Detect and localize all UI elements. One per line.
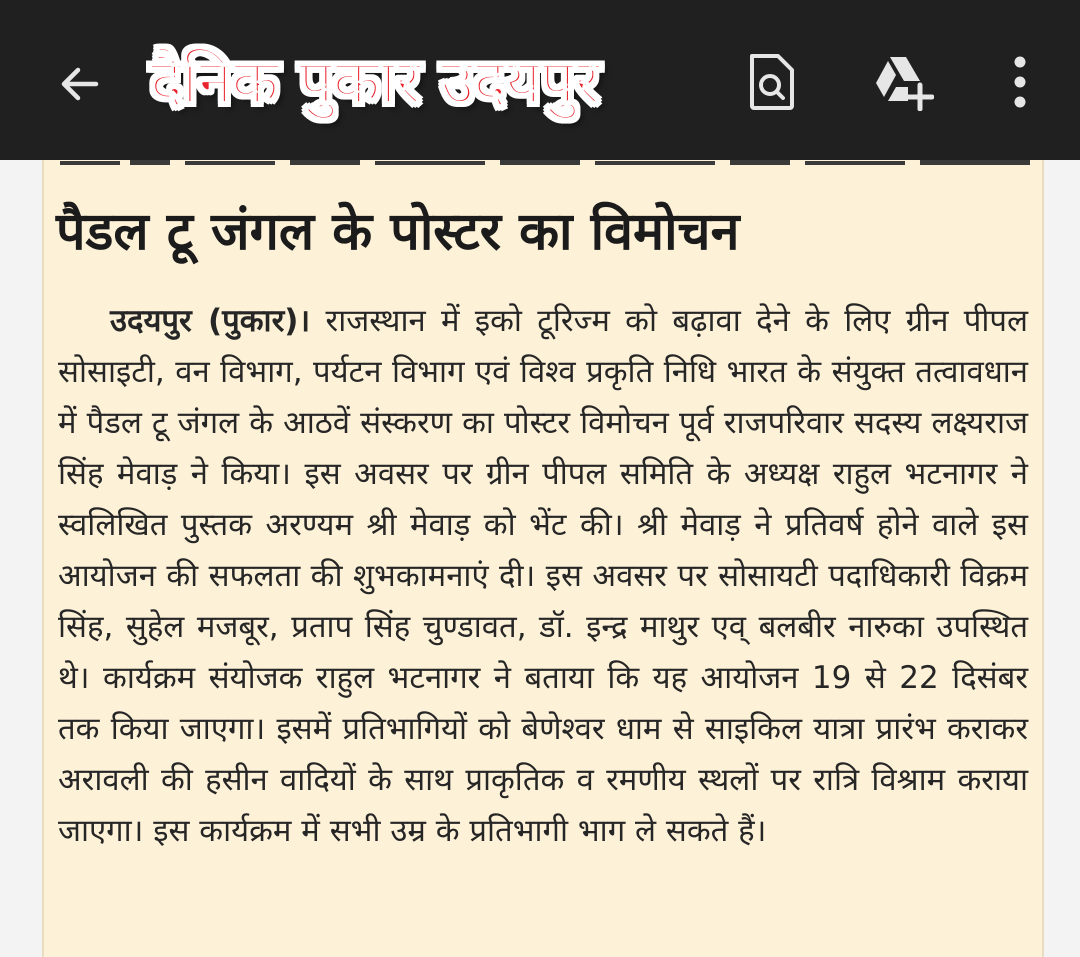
app-title: दैनिक पुकार उदयपुर [150,45,599,118]
article-text: राजस्थान में इको टूरिज्म को बढ़ावा देने के लिए ग्रीन पीपल सोसाइटी, वन विभाग, पर्यटन विभाग एवं विश्व प्रकृति निधि भारत के संयुक्त तत्वावधान में पैडल टू जंगल के आठवें संस्करण का पोस्टर विमोचन पूर्व राजपरिवार सदस्य लक्ष्यराज सिंह मेवाड़ ने किया। इस अवसर पर ग्रीन पीपल समिति के अध्यक्ष राहुल भटनागर ने स्वलिखित पुस्तक अरण्यम श्री मेवाड़ को भेंट की। श्री मेवाड़ ने प्रतिवर्ष होने वाले इस आयोजन की सफलता की शुभकामनाएं दी। इस अवसर पर सोसायटी पदाधिकारी विक्रम सिंह, सुहेल मजबूर, प्रताप सिंह चुण्डावत, डॉ. इन्द्र माथुर एव् बलबीर नारुका उपस्थित थे। कार्यक्रम संयोजक राहुल भटनागर ने बताया कि यह आयोजन 19 से 22 दिसंबर तक किया जाएगा। इसमें प्रतिभागियों को बेणेश्वर धाम से साइकिल यात्रा प्रारंभ कराकर अरावली की हसीन वादियों के साथ प्राकृतिक व रमणीय स्थलों पर रात्रि विश्राम कराया जाएगा। इस कार्यक्रम में सभी उम्र के प्रतिभागी भाग ले सकते हैं। [58,303,1029,849]
more-options-button[interactable] [988,50,1052,114]
search-document-icon [746,52,798,112]
app-bar [0,0,1080,160]
add-to-drive-button[interactable] [870,50,934,114]
arrow-left-icon [56,60,104,108]
back-button[interactable] [40,44,120,124]
more-vertical-icon [1010,54,1030,110]
article-dateline: उदयपुर (पुकार)। [110,303,311,339]
article-body [58,296,1028,857]
search-document-button[interactable] [740,50,804,114]
drive-add-icon [870,53,934,111]
article-headline: पैडल टू जंगल के पोस्टर का विमोचन [56,202,740,262]
